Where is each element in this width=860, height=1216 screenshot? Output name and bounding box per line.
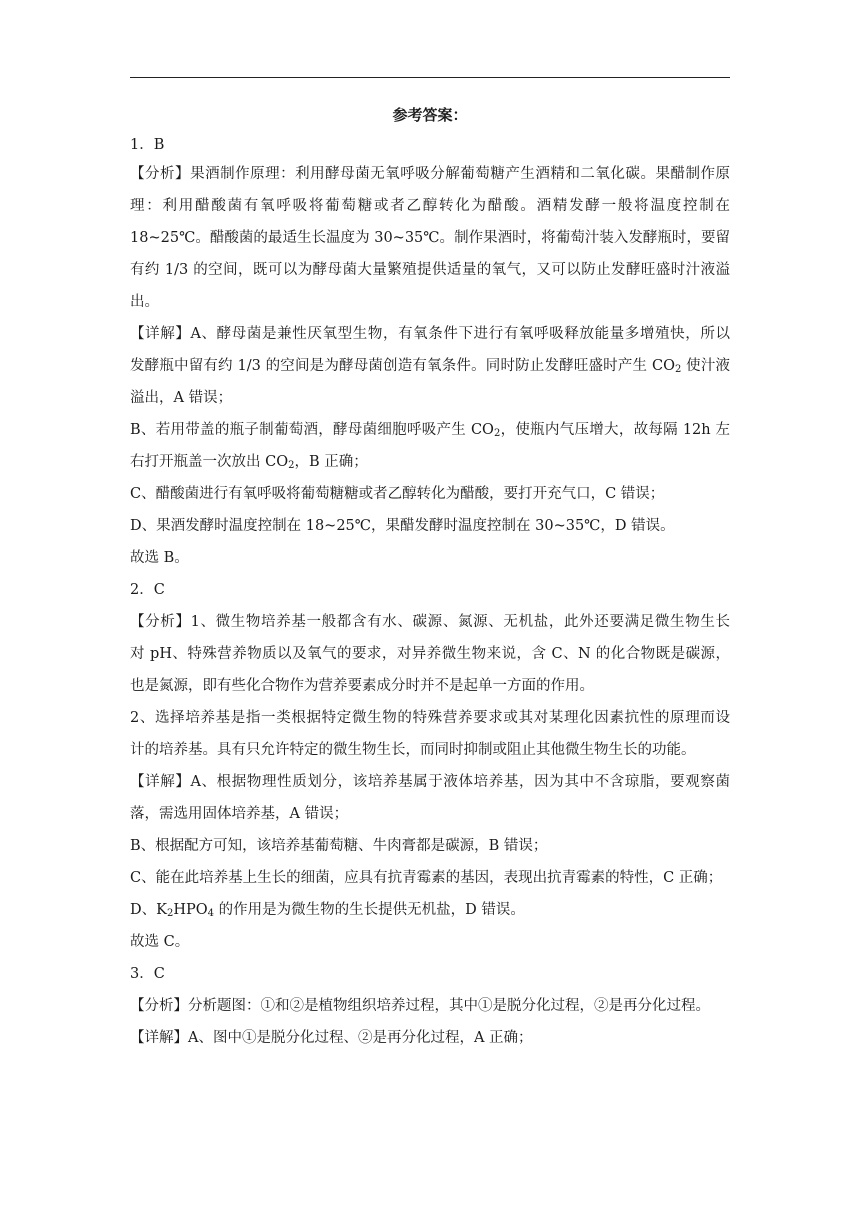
q1-answer: 故选 B。 — [130, 550, 189, 566]
answer-content — [130, 133, 730, 1054]
q1-option-b-line: B、若用带盖的瓶子制葡萄酒，酵母菌细胞呼吸产生 $CO_2$，使瓶内气压增大，故每隔 12h 左 — [130, 422, 730, 439]
q2-analysis-line: 也是氮源，即有些化合物作为营养要素成分时并不是起单一方面的作用。 — [130, 678, 594, 694]
q3-detail-line: 【详解】A、图中①是脱分化过程、②是再分化过程，A 正确； — [130, 1030, 533, 1046]
analysis-tag: 【分析】 — [130, 166, 191, 182]
q2-option-d-line: D、$K_2HPO_4$ 的作用是为微生物的生长提供无机盐，D 错误。 — [130, 902, 525, 919]
q1-option-c-line: C、醋酸菌进行有氧呼吸将葡萄糖糖或者乙醇转化为醋酸，要打开充气口，C 错误； — [130, 486, 665, 502]
q1-number: 1．B — [130, 137, 165, 153]
detail-tag: 【详解】 — [130, 1030, 188, 1046]
q1-analysis-line: 出。 — [130, 294, 159, 310]
q1-detail-line: 【详解】A、酵母菌是兼性厌氧型生物，有氧条件下进行有氧呼吸释放能量多增殖快，所以 — [130, 326, 730, 342]
page-title: 参考答案： — [392, 106, 468, 124]
detail-tag: 【详解】 — [130, 774, 191, 790]
q2-number: 2．C — [130, 582, 165, 598]
analysis-tag: 【分析】 — [130, 614, 191, 630]
q1-option-d-line: D、果酒发酵时温度控制在 18~25℃，果醋发酵时温度控制在 30~35℃，D 错误。 — [130, 518, 675, 534]
q2-answer: 故选 C。 — [130, 934, 190, 950]
q1-analysis-line: 【分析】果酒制作原理：利用酵母菌无氧呼吸分解葡萄糖产生酒精和二氧化碳。果醋制作原 — [130, 166, 730, 182]
q2-option-c-line: C、能在此培养基上生长的细菌，应具有抗青霉素的基因，表现出抗青霉素的特性，C 正确； — [130, 870, 723, 886]
q2-analysis-line: 【分析】1、微生物培养基一般都含有水、碳源、氮源、无机盐，此外还要满足微生物生长 — [130, 614, 730, 630]
q1-detail-line: 溢出，A 错误； — [130, 390, 233, 406]
q2-analysis-line: 2、选择培养基是指一类根据特定微生物的特殊营养要求或其对某理化因素抗性的原理而设 — [130, 710, 730, 726]
header-rule — [130, 77, 730, 78]
q1-analysis-line: 有约 1/3 的空间，既可以为酵母菌大量繁殖提供适量的氧气，又可以防止发酵旺盛时汁液溢 — [130, 262, 730, 278]
q2-detail-line: 落，需选用固体培养基，A 错误； — [130, 806, 349, 822]
analysis-tag: 【分析】 — [130, 998, 188, 1014]
q3-analysis-line: 【分析】分析题图：①和②是植物组织培养过程，其中①是脱分化过程，②是再分化过程。 — [130, 998, 710, 1014]
q1-analysis-line: 理：利用醋酸菌有氧呼吸将葡萄糖或者乙醇转化为醋酸。酒精发酵一般将温度控制在 — [130, 198, 730, 214]
detail-tag: 【详解】 — [130, 326, 191, 342]
q1-option-b-line: 右打开瓶盖一次放出 $CO_2$，B 正确； — [130, 454, 368, 471]
q2-analysis-line: 计的培养基。具有只允许特定的微生物生长，而同时抑制或阻止其他微生物生长的功能。 — [130, 742, 696, 758]
q1-detail-line: 发酵瓶中留有约 1/3 的空间是为酵母菌创造有氧条件。同时防止发酵旺盛时产生 $CO_2$ 使汁液 — [130, 358, 730, 375]
q2-detail-line: 【详解】A、根据物理性质划分，该培养基属于液体培养基，因为其中不含琼脂，要观察菌 — [130, 774, 730, 790]
q2-analysis-line: 对 pH、特殊营养物质以及氧气的要求，对异养微生物来说，含 C、N 的化合物既是碳源， — [130, 646, 730, 662]
q3-number: 3．C — [130, 966, 165, 982]
q1-analysis-line: 18~25℃。醋酸菌的最适生长温度为 30~35℃。制作果酒时，将葡萄汁装入发酵瓶时，要留 — [130, 230, 730, 246]
q2-option-b-line: B、根据配方可知，该培养基葡萄糖、牛肉膏都是碳源，B 错误； — [130, 838, 548, 854]
